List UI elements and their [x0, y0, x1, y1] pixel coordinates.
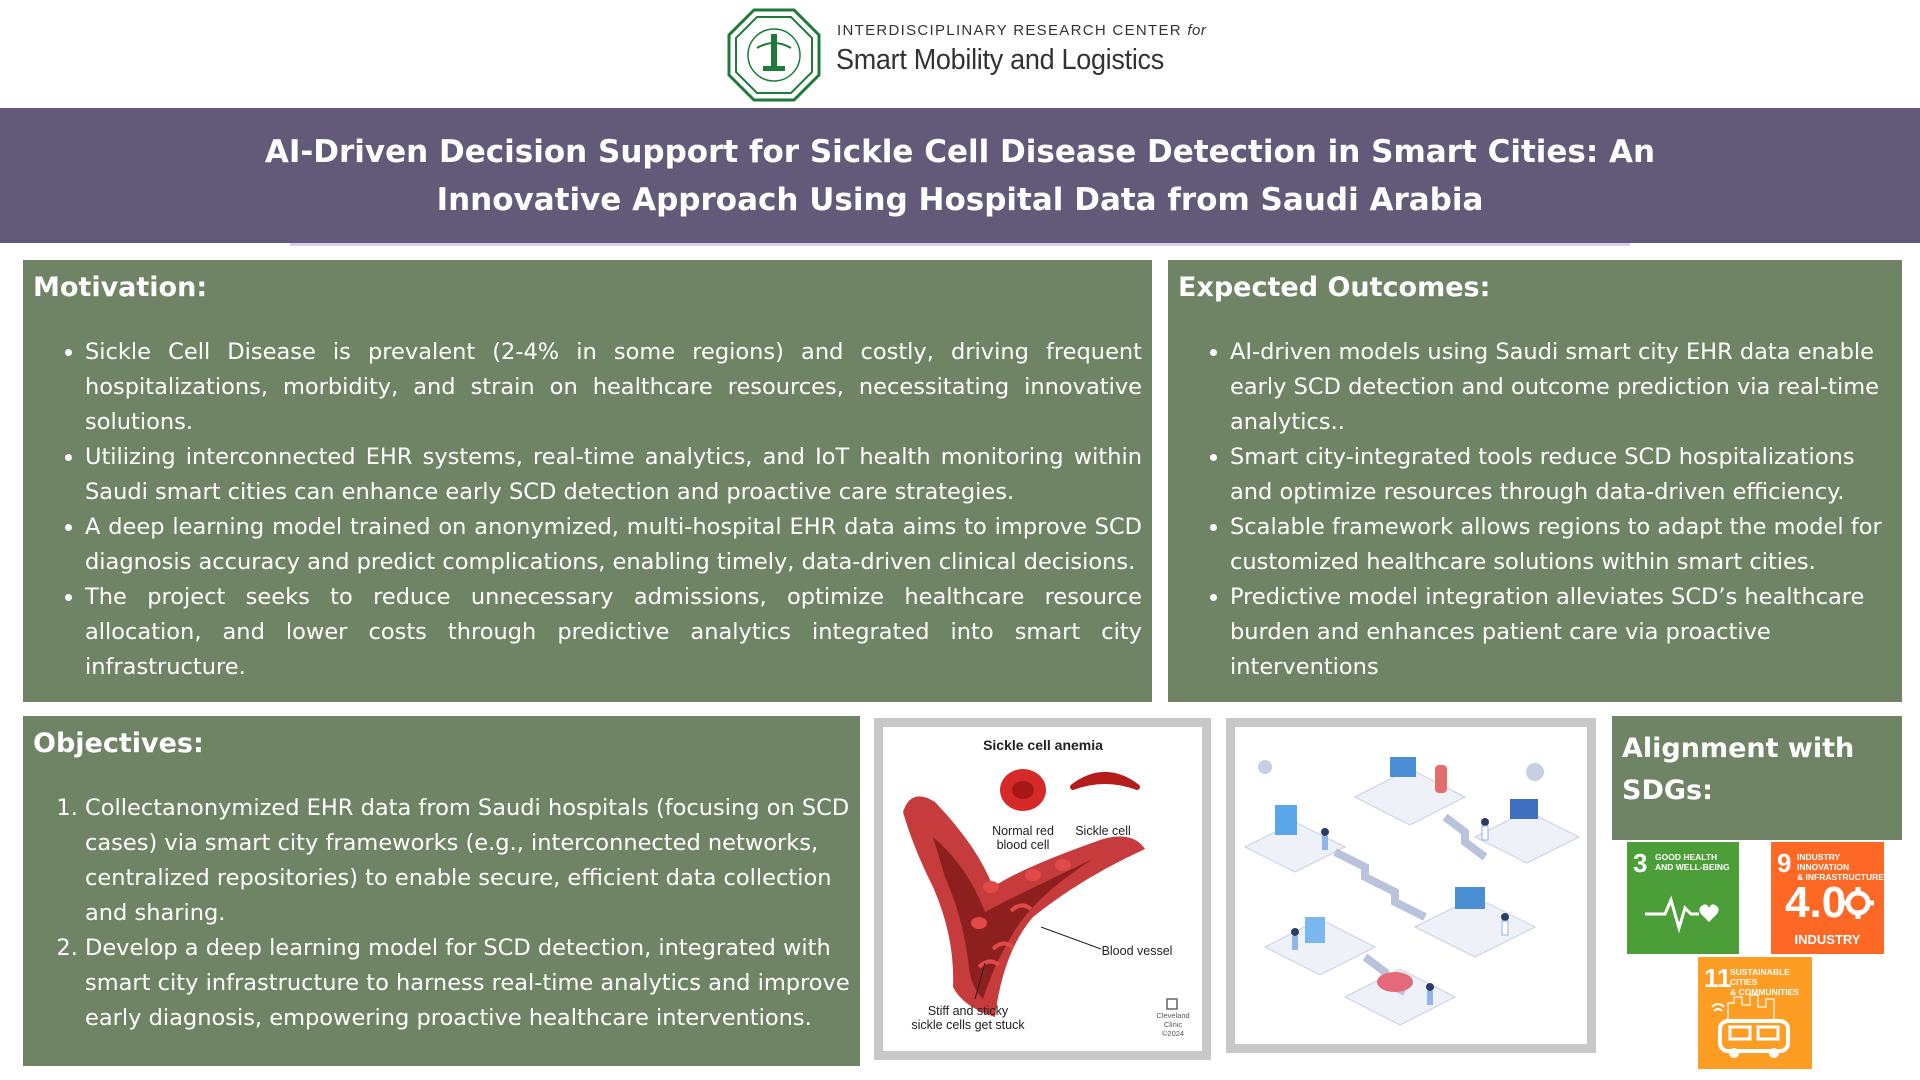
gear-icon [1841, 886, 1875, 920]
sdg-label [1655, 852, 1730, 872]
sdg-label-line-1: GOOD HEALTH [1655, 852, 1718, 862]
outcomes-panel [1168, 260, 1902, 702]
autonomous-vehicle-icon [1708, 991, 1802, 1063]
sdg-9-tile [1771, 842, 1884, 954]
objectives-panel [23, 716, 860, 1066]
normal-cell-label [978, 824, 1068, 852]
banner-underline [290, 243, 1630, 246]
list-item: • Predictive model integration alleviates SCD’s healthcare burden and enhances patient care via proactive interventions [1230, 580, 1892, 685]
heartbeat-icon [1643, 890, 1727, 934]
sdg-label-line-2: & INFRASTRUCTURE [1797, 872, 1884, 882]
sdg-3-tile [1627, 842, 1739, 954]
list-item: • Utilizing interconnected EHR systems, real-time analytics, and IoT health monitoring within Saudi smart cities can enhance early SCD detection and proactive care strategies. [85, 440, 1142, 510]
sdg-label-line-1: SUSTAINABLE CITIES [1730, 967, 1790, 987]
sdg-number: 11 [1704, 963, 1732, 993]
list-item: • Smart city-integrated tools reduce SCD hospitalizations and optimize resources through data-driven efficiency. [1230, 440, 1892, 510]
list-item: • A deep learning model trained on anonymized, multi-hospital EHR data aims to improve SCD diagnosis accuracy and predict complications, enabling timely, data-driven clinical decisions. [85, 510, 1142, 580]
sickle-figure-title: Sickle cell anemia [983, 737, 1103, 753]
sickle-cell-figure [874, 718, 1211, 1060]
org-subtitle: INTERDISCIPLINARY RESEARCH CENTER for [837, 22, 1207, 39]
credit-label-3: ©2024 [1161, 1029, 1185, 1038]
sickle-cell-label: Sickle cell [1075, 824, 1131, 838]
sickle-cell-illustration [883, 727, 1202, 1051]
poster-title-line-1: AI-Driven Decision Support for Sickle Cell Disease Detection in Smart Cities: An [264, 134, 1656, 170]
sdg-panel [1612, 716, 1902, 840]
list-item: 1. Collectanonymized EHR data from Saudi hospitals (focusing on SCD cases) via smart city frameworks (e.g., interconnected networks, centralized repositories) to enable secure, efficient data collection and sharing. [85, 791, 850, 931]
sdg-11-tile [1698, 957, 1812, 1069]
stuck-cells-label-1: Stiff and sticky [927, 1004, 1009, 1018]
outcomes-heading: Expected Outcomes: [1178, 272, 1491, 303]
sdg-number: 9 [1777, 848, 1792, 878]
sdg-label-line-2: AND WELL-BEING [1655, 862, 1730, 872]
industry-badge-label: INDUSTRY [1794, 932, 1861, 947]
sdg-label-line-1: INDUSTRY INNOVATION [1797, 852, 1850, 872]
list-item: • AI-driven models using Saudi smart city EHR data enable early SCD detection and outcome prediction via real-time analytics.. [1230, 335, 1892, 440]
stuck-cells-label [893, 1004, 1043, 1032]
credit-label-2: Clinic [1163, 1020, 1183, 1029]
credit-label [1153, 1011, 1193, 1038]
list-item: 2. Develop a deep learning model for SCD detection, integrated with smart city infrastructure to harness real-time analytics and improve early diagnosis, empowering proactive healthcare interventions. [85, 931, 850, 1036]
sdg-heading: Alignment with SDGs: [1622, 733, 1855, 806]
poster-title-line-2: Innovative Approach Using Hospital Data from Saudi Arabia [436, 182, 1484, 218]
objectives-list [33, 791, 850, 1036]
motivation-panel [23, 260, 1152, 702]
blood-vessel-label: Blood vessel [1101, 944, 1173, 958]
motivation-list [33, 335, 1142, 685]
outcomes-list [1178, 335, 1892, 685]
sdg-label-line-2: & COMMUNITIES [1730, 987, 1799, 997]
isometric-hospital-illustration [1235, 727, 1587, 1044]
sdg-number: 3 [1633, 848, 1648, 878]
list-item: • Scalable framework allows regions to adapt the model for customized healthcare solutions within smart cities. [1230, 510, 1892, 580]
objectives-heading: Objectives: [33, 728, 204, 759]
motivation-heading: Motivation: [33, 272, 208, 303]
normal-cell-label-1: Normal red [992, 824, 1054, 838]
smart-hospital-figure [1226, 718, 1596, 1053]
kfupm-seal-icon [727, 8, 821, 102]
list-item: • The project seeks to reduce unnecessary admissions, optimize healthcare resource allocation, and lower costs through predictive analytics integrated into smart city infrastructure. [85, 580, 1142, 685]
industry-badge: 4.0 [1785, 878, 1847, 927]
org-name: Smart Mobility and Logistics [836, 44, 1164, 76]
list-item: • Sickle Cell Disease is prevalent (2-4% in some regions) and costly, driving frequent hospitalizations, morbidity, and strain on healthcare resources, necessitating innovative solutions. [85, 335, 1142, 440]
credit-label-1: Cleveland [1156, 1011, 1190, 1020]
stuck-cells-label-2: sickle cells get stuck [911, 1018, 1025, 1032]
poster-title [260, 128, 1660, 224]
normal-cell-label-2: blood cell [996, 838, 1050, 852]
